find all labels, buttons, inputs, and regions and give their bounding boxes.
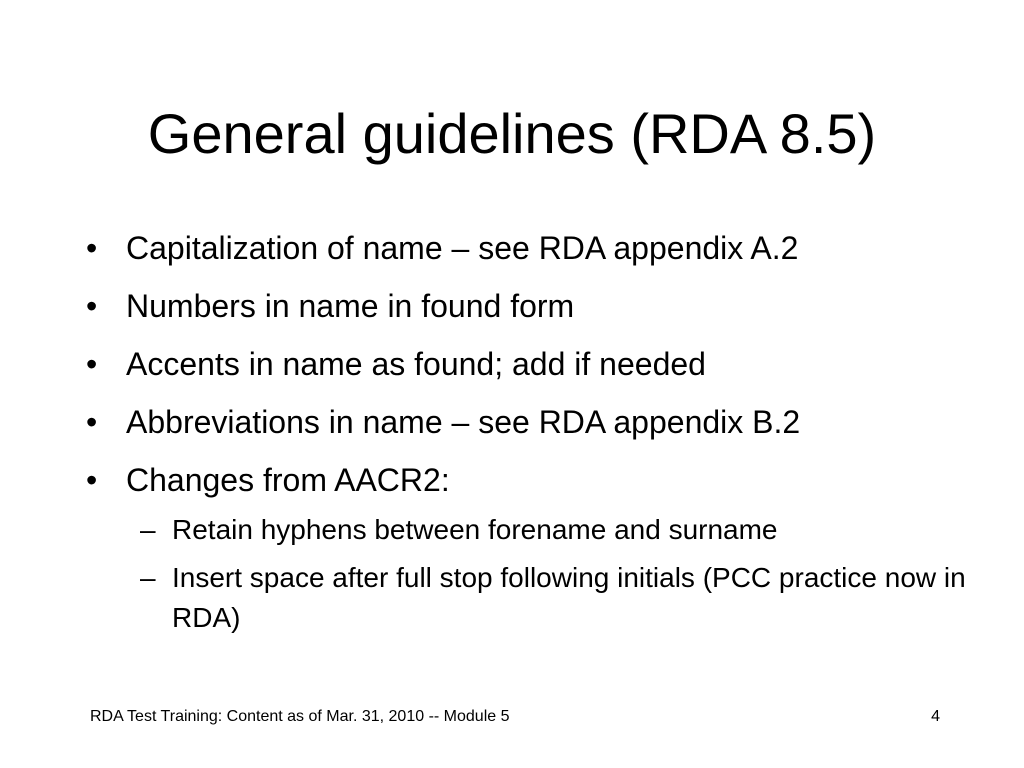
bullet-text: Capitalization of name – see RDA appendix A.2 [126,230,799,266]
sub-bullet-text: Retain hyphens between forename and surname [172,514,778,545]
footer-text: RDA Test Training: Content as of Mar. 31, 2010 -- Module 5 [90,708,510,725]
sub-bullet-list [126,510,986,638]
bullet-item [86,460,986,638]
bullet-item [86,228,986,268]
bullet-text: Changes from AACR2: [126,462,450,498]
bullet-marker: • [86,346,98,382]
sub-bullet-item [126,558,986,638]
slide-title: General guidelines (RDA 8.5) [147,102,877,165]
page-number: 4 [931,708,940,725]
bullet-marker: • [86,404,98,440]
sub-bullet-text: Insert space after full stop following initials (PCC practice now in RDA) [172,562,966,633]
sub-bullet-marker: – [140,514,156,545]
bullet-item [86,402,986,442]
bullet-item [86,286,986,326]
bullet-list [86,228,986,656]
bullet-item [86,344,986,384]
bullet-text: Accents in name as found; add if needed [126,346,706,382]
bullet-marker: • [86,288,98,324]
bullet-marker: • [86,462,98,498]
bullet-marker: • [86,230,98,266]
bullet-text: Abbreviations in name – see RDA appendix B.2 [126,404,801,440]
sub-bullet-marker: – [140,562,156,593]
sub-bullet-item [126,510,986,550]
bullet-text: Numbers in name in found form [126,288,575,324]
